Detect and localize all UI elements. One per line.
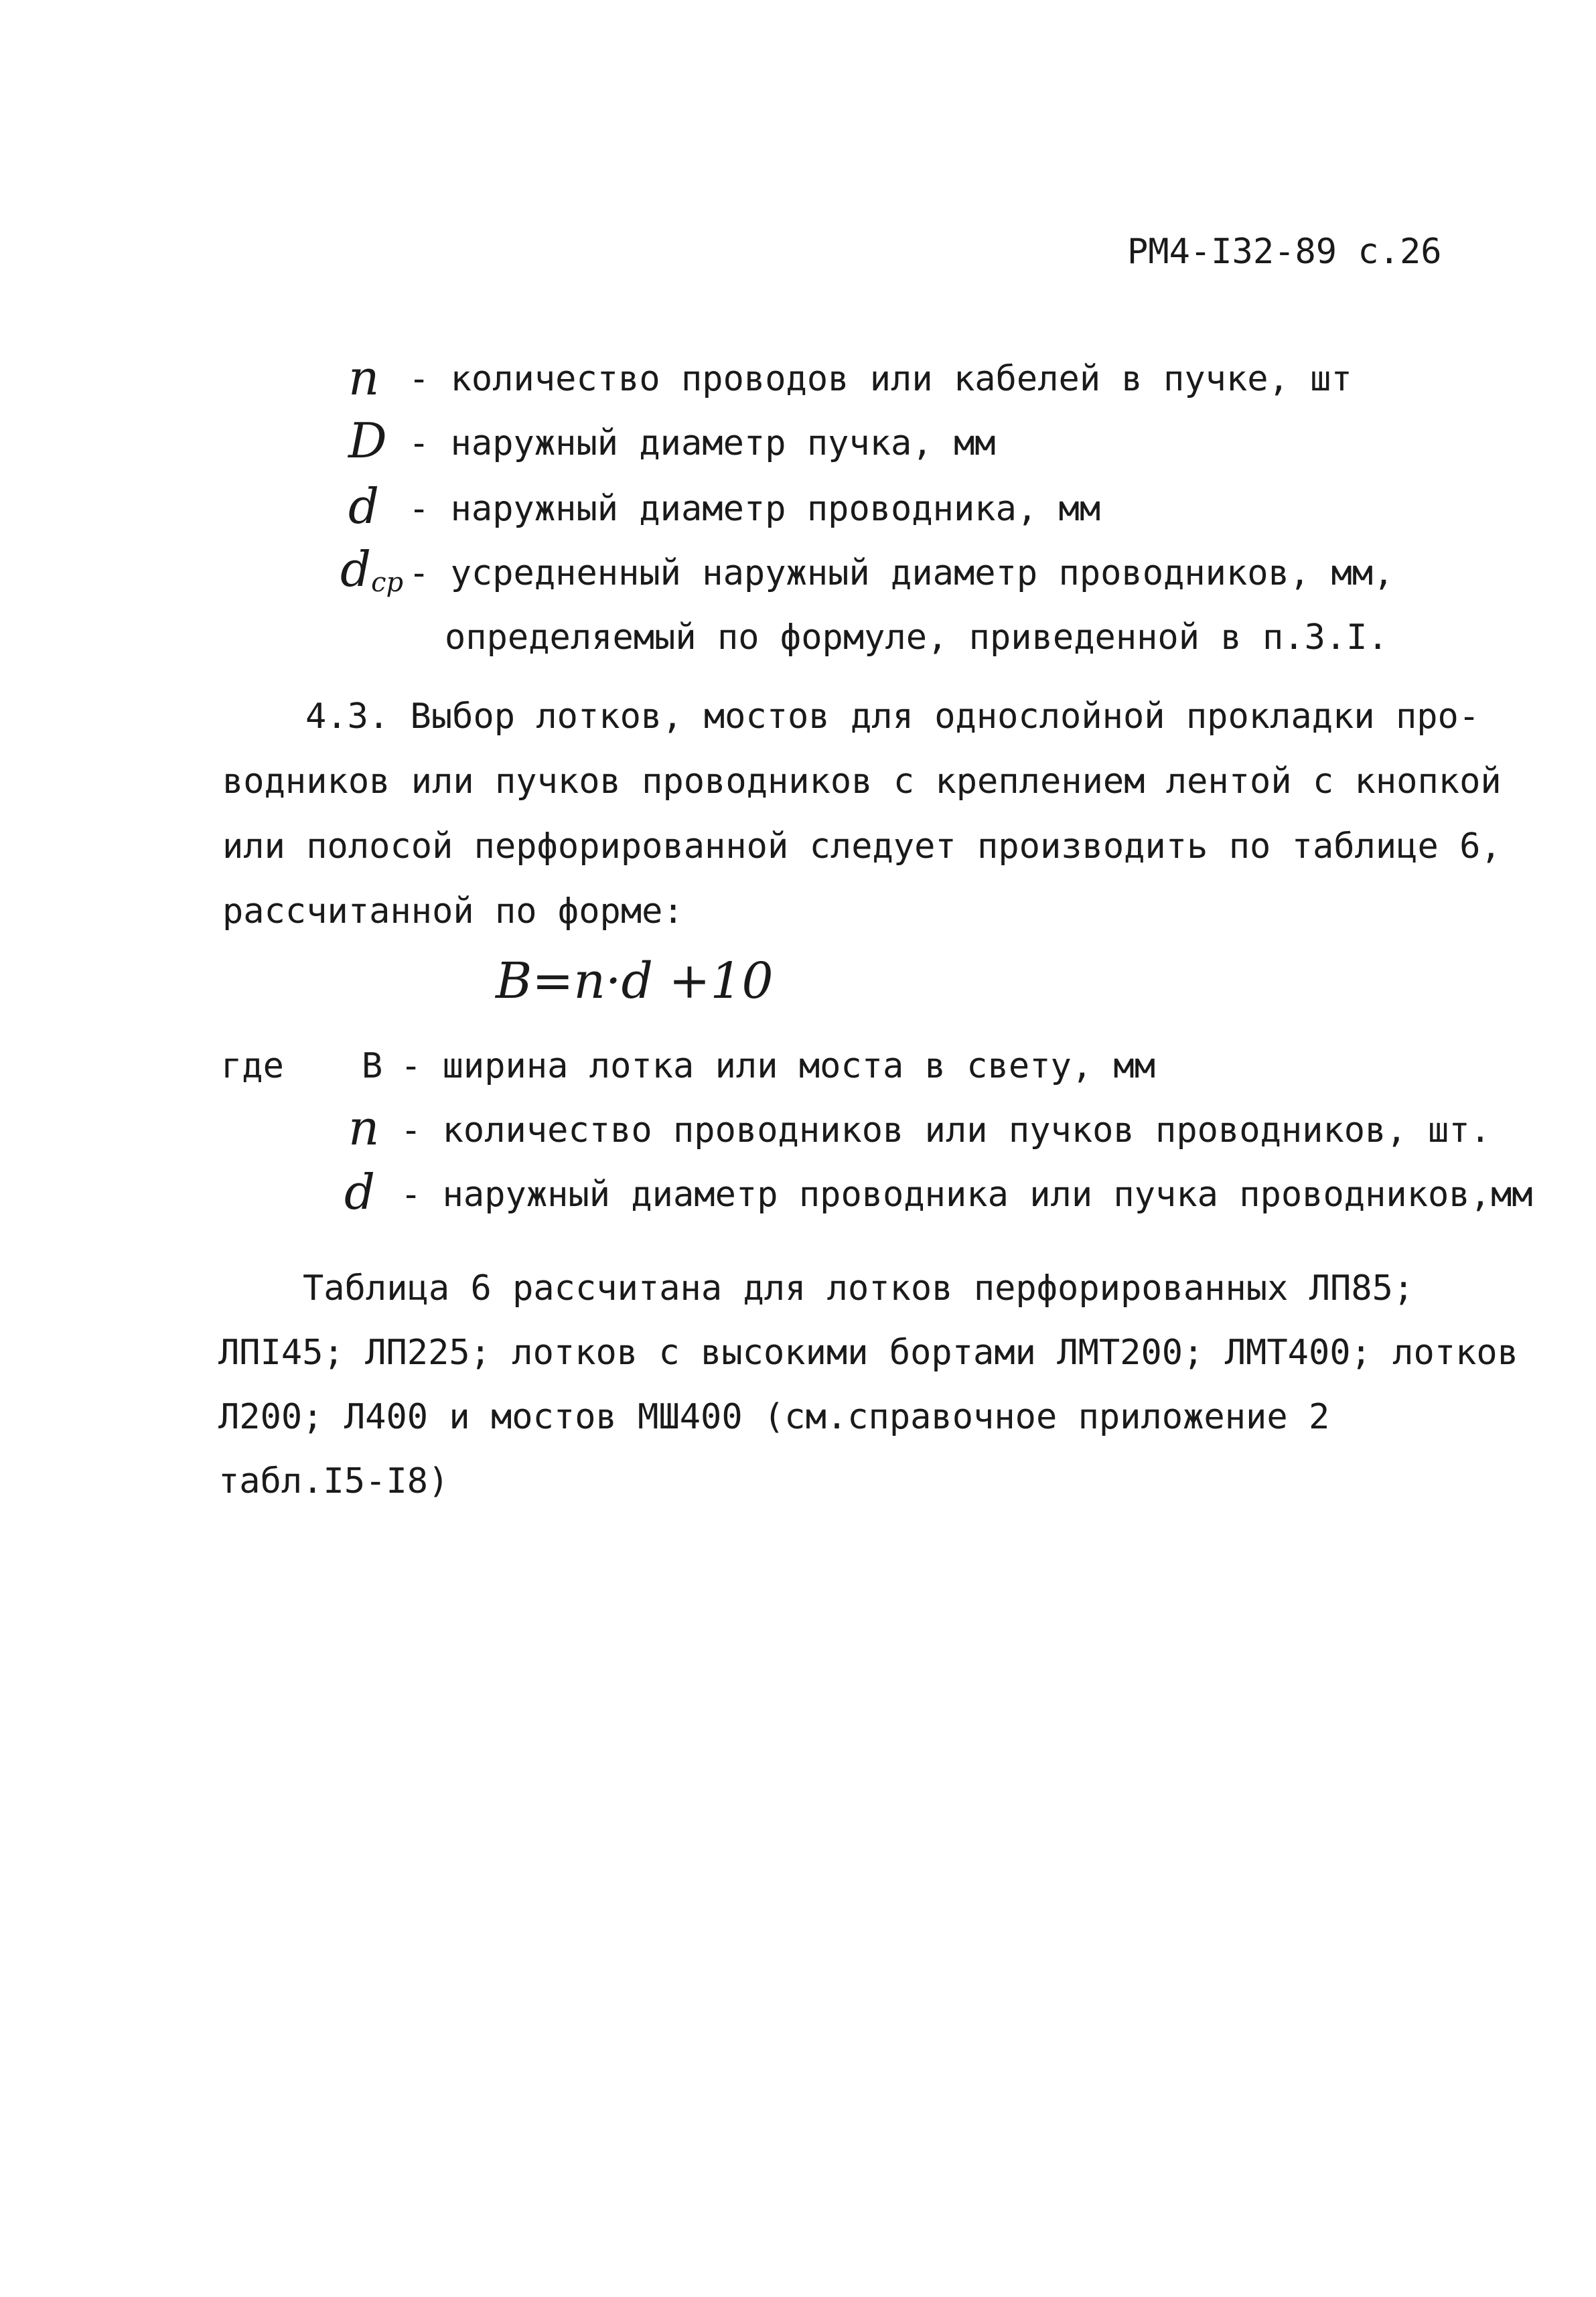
definition-d-sr-continuation: определяемый по формуле, приведенной в п.3.I. bbox=[445, 617, 1388, 658]
definition-d-text: - наружный диаметр проводника, мм bbox=[409, 489, 1101, 529]
definition-n-2-text: - количество проводников или пучков проводников, шт. bbox=[401, 1110, 1491, 1151]
table-note-line-2: ЛПI45; ЛП225; лотков с высокими бортами ЛМТ200; ЛМТ400; лотков bbox=[218, 1333, 1519, 1373]
definition-d-2-text: - наружный диаметр проводника или пучка проводников,мм bbox=[401, 1175, 1533, 1215]
symbol-d: d bbox=[348, 478, 380, 534]
symbol-n: n bbox=[348, 350, 380, 406]
symbol-d-sr bbox=[340, 541, 404, 598]
section-4-3-line-1: 4.3. Выбор лотков, мостов для однослойной прокладки про- bbox=[305, 696, 1480, 737]
section-4-3-line-2: водников или пучков проводников с креплением лентой с кнопкой bbox=[222, 761, 1502, 802]
section-4-3-line-3: или полосой перфорированной следует производить по таблице 6, bbox=[222, 826, 1502, 867]
table-note-line-1: Таблица 6 рассчитана для лотков перфорированных ЛП85; bbox=[303, 1268, 1414, 1309]
where-label: где bbox=[221, 1046, 284, 1086]
table-note-line-4: табл.I5-I8) bbox=[218, 1461, 449, 1501]
symbol-B: В bbox=[362, 1046, 383, 1086]
symbol-D: D bbox=[348, 413, 387, 469]
definition-d-sr-text: - усредненный наружный диаметр проводников, мм, bbox=[409, 553, 1394, 593]
definition-D-text: - наружный диаметр пучка, мм bbox=[409, 423, 996, 463]
symbol-d-2: d bbox=[344, 1164, 376, 1220]
symbol-d-sr-base: d bbox=[340, 541, 372, 597]
symbol-d-sr-subscript: ср bbox=[371, 567, 404, 598]
definition-n-text: - количество проводов или кабелей в пучке, шт bbox=[409, 359, 1352, 399]
symbol-n-2: n bbox=[348, 1100, 380, 1156]
document-code: РМ4-I32-89 с.26 bbox=[1127, 232, 1442, 272]
table-note-line-3: Л200; Л400 и мостов МШ400 (см.справочное приложение 2 bbox=[218, 1397, 1330, 1437]
formula-width: B=n·d +10 bbox=[496, 952, 774, 1010]
section-4-3-line-4: рассчитанной по форме: bbox=[222, 891, 684, 932]
definition-B-text: - ширина лотка или моста в свету, мм bbox=[401, 1046, 1156, 1086]
